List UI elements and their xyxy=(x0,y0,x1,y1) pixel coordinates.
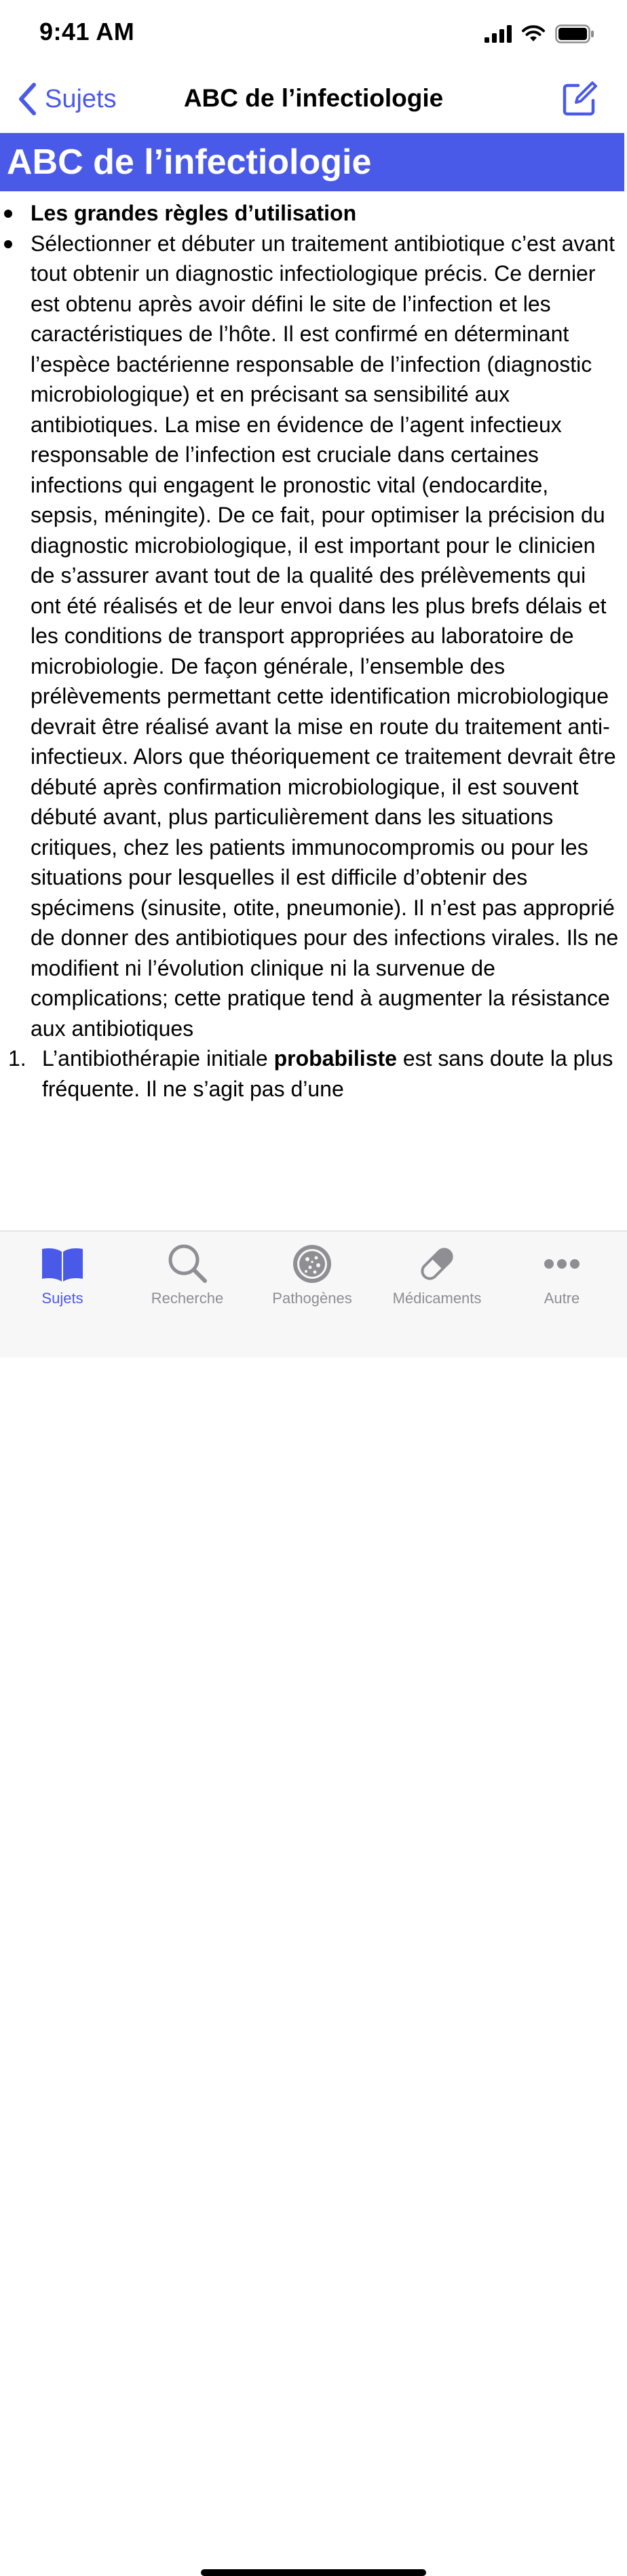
tab-label: Médicaments xyxy=(392,1290,482,1307)
tab-sujets[interactable] xyxy=(0,1242,125,1324)
bullet-list xyxy=(0,198,627,1043)
numbered-text-after: est sans doute la plus fréquente. Il ne s’agit pas d’une xyxy=(42,1046,613,1101)
list-number: 1. xyxy=(8,1046,26,1071)
nav-title: ABC de l’infectiologie xyxy=(183,84,444,112)
tab-bar xyxy=(0,1231,627,1358)
tab-label: Sujets xyxy=(41,1290,83,1307)
tab-pathogenes[interactable] xyxy=(250,1242,375,1324)
more-icon xyxy=(537,1242,586,1286)
tab-autre[interactable] xyxy=(499,1242,624,1324)
search-icon xyxy=(163,1242,212,1286)
pill-icon xyxy=(413,1242,461,1286)
battery-icon xyxy=(555,24,594,43)
status-time: 9:41 AM xyxy=(39,18,135,45)
cellular-signal-icon xyxy=(484,25,512,43)
list-item xyxy=(0,198,627,229)
tab-label: Recherche xyxy=(151,1290,224,1307)
status-bar xyxy=(0,0,627,66)
numbered-text-before: L’antibiothérapie initiale xyxy=(42,1046,274,1071)
book-icon xyxy=(38,1242,87,1286)
numbered-text-bold: probabiliste xyxy=(273,1046,397,1071)
article-content[interactable] xyxy=(0,133,627,1231)
compose-icon[interactable] xyxy=(560,80,598,118)
list-item xyxy=(0,229,627,1044)
navigation-bar xyxy=(0,66,627,133)
tab-recherche[interactable] xyxy=(125,1242,250,1324)
wifi-icon xyxy=(521,25,546,43)
tab-label: Autre xyxy=(544,1290,580,1307)
status-icons xyxy=(484,22,594,46)
bullet-heading: Les grandes règles d’utilisation xyxy=(31,201,357,225)
back-button-label: Sujets xyxy=(45,84,117,113)
numbered-list xyxy=(0,1043,627,1104)
section-header: ABC de l’infectiologie xyxy=(0,133,624,191)
tab-label: Pathogènes xyxy=(272,1290,352,1307)
tab-medicaments[interactable] xyxy=(375,1242,499,1324)
list-item xyxy=(0,1043,627,1104)
home-indicator xyxy=(201,2569,426,2576)
bullet-paragraph: Sélectionner et débuter un traitement antibiotique c’est avant tout obtenir un diagnostic infectiologique précis. Ce dernier est obtenu après avoir défini le site de l’infection et les caractéristiques de l’hôte. Il est confirmé en déterminant l’espèce bactérienne responsable de l’infection (diagnostic microbiologique) et en précisant sa sensibilité aux antibiotiques. La mise en évidence de l’agent infectieux responsable de l’infection est cruciale dans certaines infections qui engagent le pronostic vital (endocardite, sepsis, méningite). De ce fait, pour optimiser la précision du diagnostic microbiologique, il est important pour le clinicien de s’assurer avant tout de la qualité des prélèvements qui ont été réalisés et de leur envoi dans les plus brefs délais et les conditions de transport appropriées au laboratoire de microbiologie. De façon générale, l’ensemble des prélèvements permettant cette identification microbiologique devrait être réalisé avant la mise en route du traitement anti-infectieux. Alors que théoriquement ce traitement devrait être débuté après confirmation microbiologique, il est souvent débuté avant, plus particulièrement dans les situations critiques, chez les patients immunocompromis ou pour les situations pour lesquelles il est difficile d’obtenir des spécimens (sinusite, otite, pneumonie). Il n’est pas approprié de donner des antibiotiques pour des infections virales. Ils ne modifient ni l’évolution clinique ni la survenue de complications; cette pratique tend à augmenter la résistance aux antibiotiques xyxy=(31,231,619,1041)
bullet-dot xyxy=(4,210,12,218)
bullet-dot xyxy=(4,240,12,248)
pathogen-icon xyxy=(288,1242,337,1286)
